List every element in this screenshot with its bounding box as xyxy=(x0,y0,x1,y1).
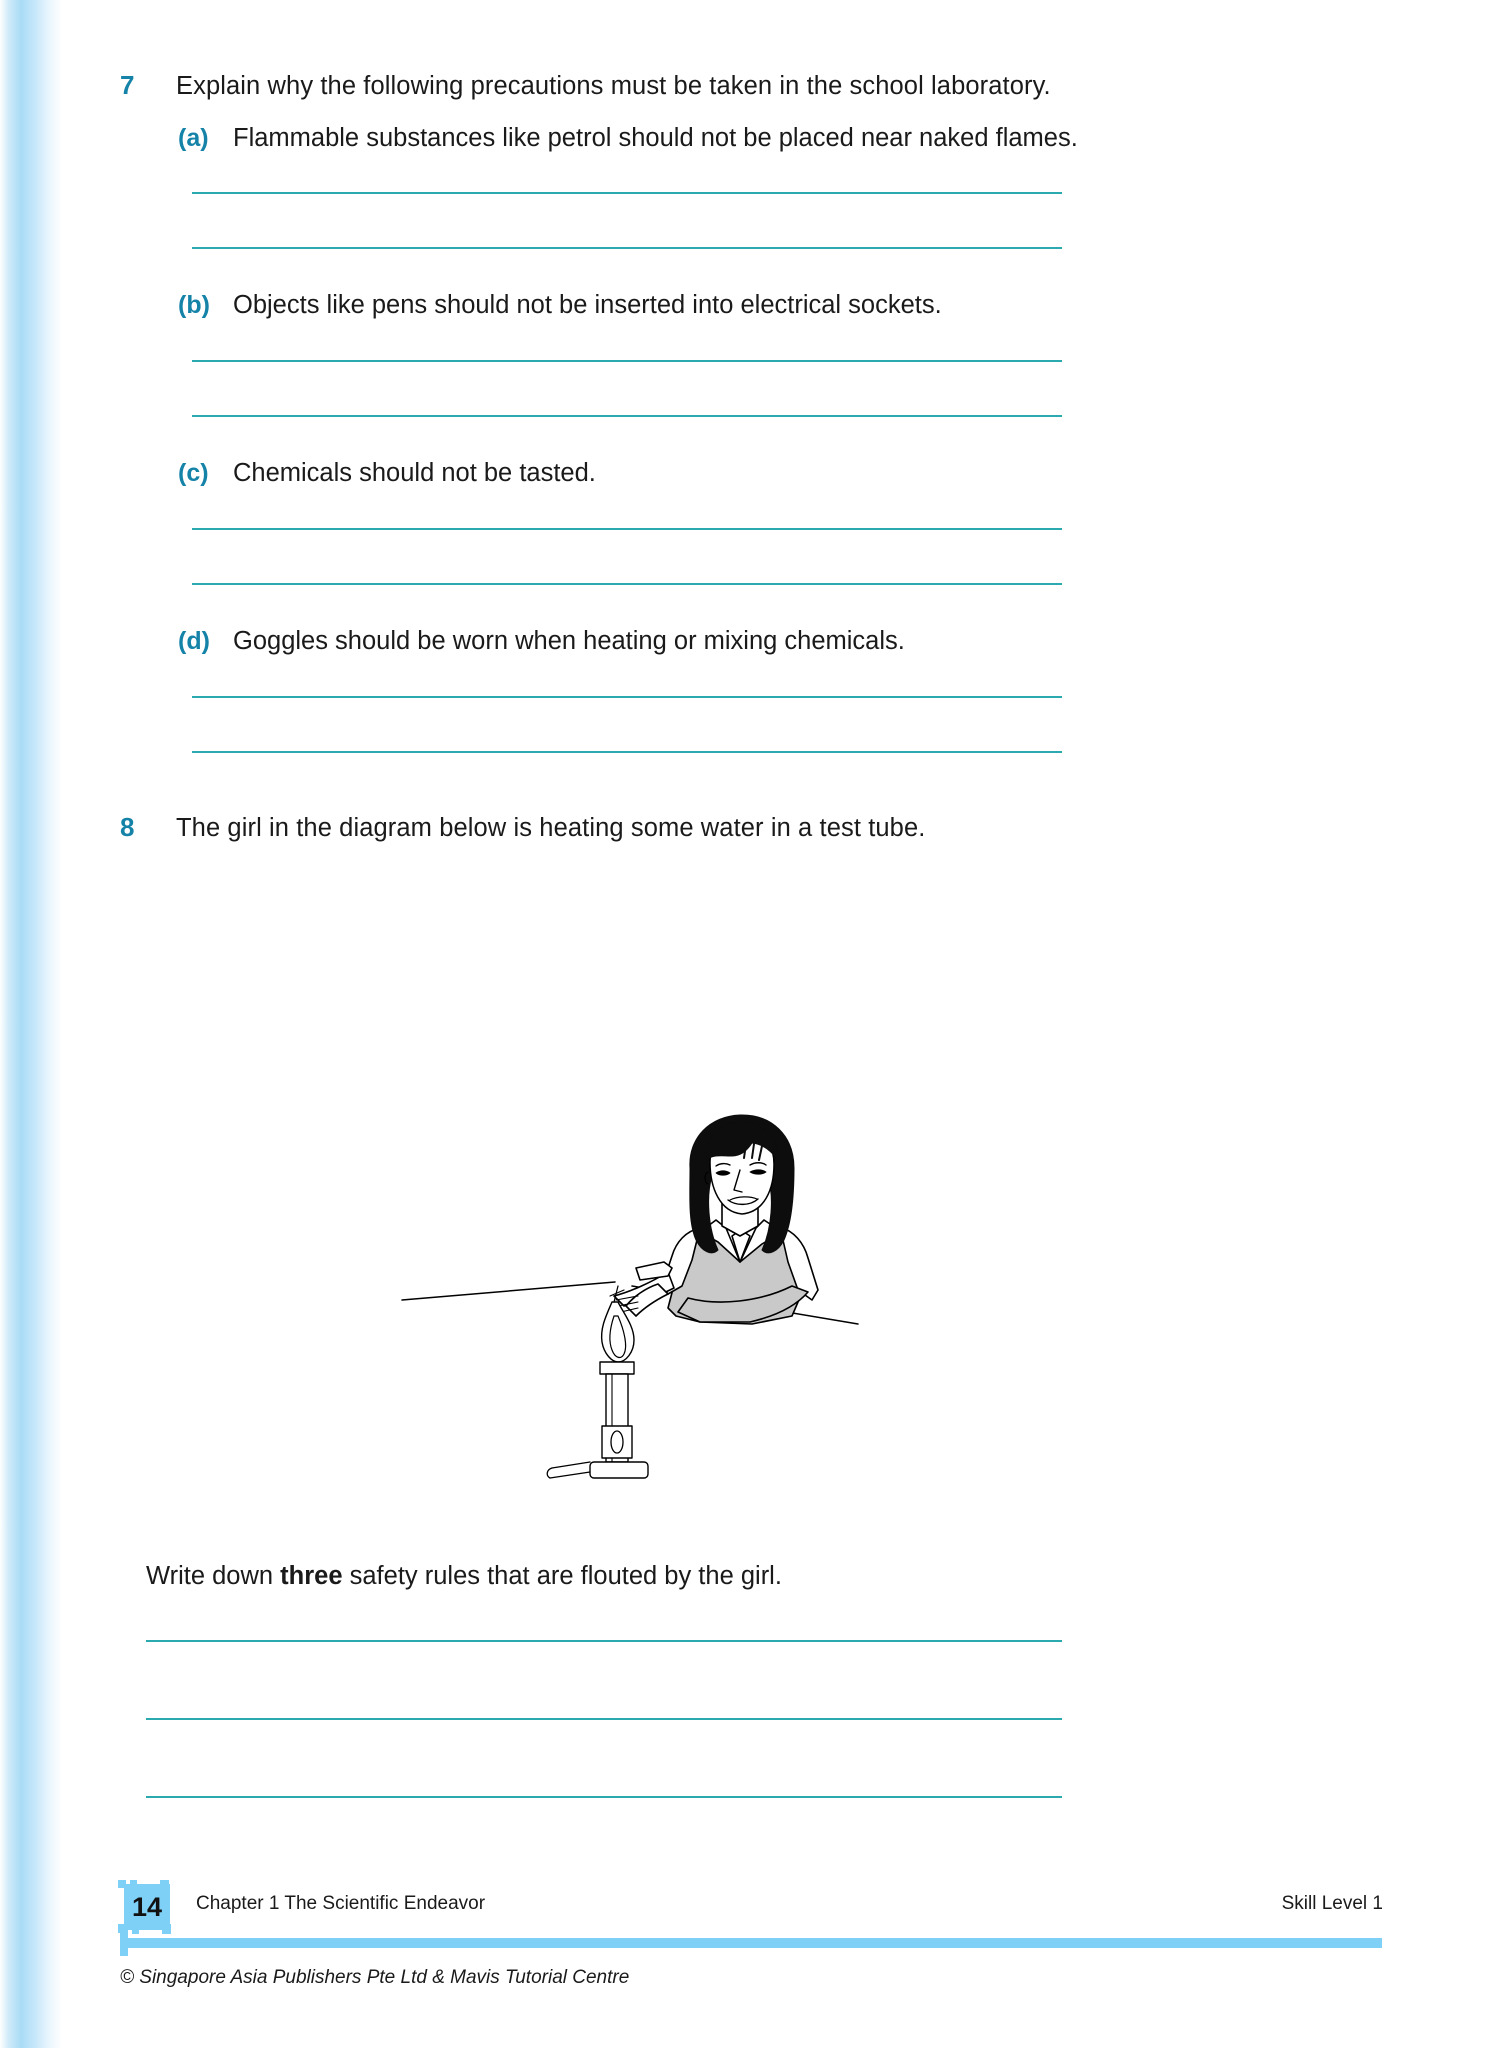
question-7a-label: (a) xyxy=(178,124,209,152)
footer-rule xyxy=(120,1938,1382,1948)
footer-copyright: © Singapore Asia Publishers Pte Ltd & Mavis Tutorial Centre xyxy=(120,1967,630,1988)
question-7a-text: Flammable substances like petrol should not be placed near naked flames. xyxy=(233,124,1078,152)
question-7c-text: Chemicals should not be tasted. xyxy=(233,459,596,487)
question-7d-label: (d) xyxy=(178,627,210,655)
answer-line-7a-2[interactable] xyxy=(192,247,1062,249)
question-8-text: The girl in the diagram below is heating some water in a test tube. xyxy=(176,814,926,842)
figure-girl-heating-test-tube xyxy=(400,1110,860,1530)
question-7a xyxy=(178,123,1078,155)
question-7c-label: (c) xyxy=(178,459,209,487)
prompt-text-after: safety rules that are flouted by the girl. xyxy=(342,1562,782,1590)
answer-line-8-1[interactable] xyxy=(146,1640,1062,1642)
answer-line-7c-1[interactable] xyxy=(192,528,1062,530)
question-7b-label: (b) xyxy=(178,291,210,319)
answer-line-8-3[interactable] xyxy=(146,1796,1062,1798)
answer-line-8-2[interactable] xyxy=(146,1718,1062,1720)
prompt-text-before: Write down xyxy=(146,1562,281,1590)
question-7d xyxy=(178,626,905,658)
question-8-prompt xyxy=(146,1562,782,1591)
page-number: 14 xyxy=(131,1891,163,1922)
footer-skill-level: Skill Level 1 xyxy=(1281,1893,1383,1914)
question-7b xyxy=(178,290,942,322)
answer-line-7b-1[interactable] xyxy=(192,360,1062,362)
question-7c xyxy=(178,458,596,490)
footer-chapter-label: Chapter 1 The Scientific Endeavor xyxy=(196,1893,486,1914)
question-7d-text: Goggles should be worn when heating or mixing chemicals. xyxy=(233,627,905,655)
question-7-text: Explain why the following precautions must be taken in the school laboratory. xyxy=(176,72,1051,100)
page-number-badge xyxy=(118,1880,176,1934)
prompt-text-bold: three xyxy=(280,1562,343,1590)
question-7b-text: Objects like pens should not be inserted into electrical sockets. xyxy=(233,291,942,319)
answer-line-7b-2[interactable] xyxy=(192,415,1062,417)
question-8-number: 8 xyxy=(120,812,135,842)
answer-line-7c-2[interactable] xyxy=(192,583,1062,585)
answer-line-7d-2[interactable] xyxy=(192,751,1062,753)
answer-line-7a-1[interactable] xyxy=(192,192,1062,194)
question-8 xyxy=(120,812,925,845)
question-7-number: 7 xyxy=(120,70,135,100)
answer-line-7d-1[interactable] xyxy=(192,696,1062,698)
question-7 xyxy=(120,70,1051,103)
